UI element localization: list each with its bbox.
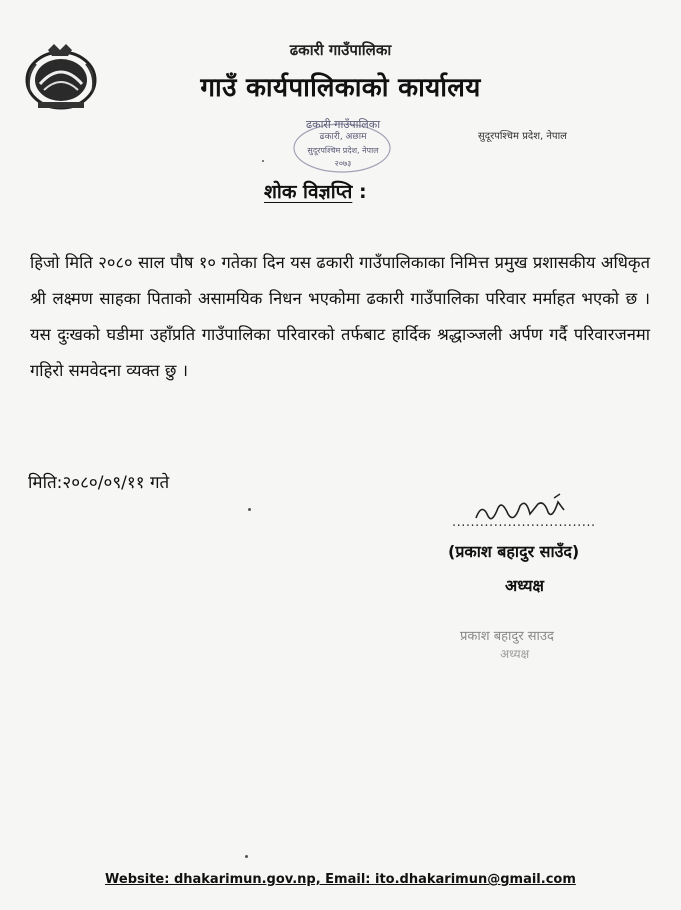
footer-contact: Website: dhakarimun.gov.np, Email: ito.dhakarimun@gmail.com xyxy=(105,872,576,887)
stamp-line: सुदूरपश्चिम प्रदेश, नेपाल xyxy=(307,146,379,155)
stamp-line: २०७३ xyxy=(334,159,352,168)
signatory-title: अध्यक्ष xyxy=(505,576,544,595)
notice-date: मिति:२०८०/०९/११ गते xyxy=(28,473,170,493)
paper-speck xyxy=(248,508,251,511)
notice-body: हिजो मिति २०८० साल पौष १० गतेका दिन यस ढकारी गाउँपालिकाका निमित्त प्रमुख प्रशासकीय अधिकृत श्री लक्ष्मण साहका पिताको असामयिक निधन भएकोमा ढकारी गाउँपालिका परिवार मर्माहत भएको छ । यस दुःखको घडीमा उहाँप्रति गाउँपालिका परिवारको तर्फबाट हार्दिक श्रद्धाञ्जली अर्पण गर्दै परिवारजनमा गहिरो समवेदना व्यक्त छु । xyxy=(30,253,650,380)
title-stamp: अध्यक्ष xyxy=(500,647,530,661)
name-stamp: प्रकाश बहादुर साउद xyxy=(460,629,554,644)
paper-speck xyxy=(262,160,264,162)
stamp-line: ढकारी, अछाम xyxy=(319,132,367,142)
official-stamp-text xyxy=(288,118,398,170)
office-title: गाउँ कार्यपालिकाको कार्यालय xyxy=(200,73,481,103)
notice-heading-colon: : xyxy=(358,181,367,203)
signature-line: ............................... xyxy=(452,515,596,530)
stamp-line: ढकारी गाउँपालिका xyxy=(305,118,381,131)
notice-heading xyxy=(264,178,367,204)
municipality-name: ढकारी गाउँपालिका xyxy=(289,41,392,59)
notice-heading-text: शोक विज्ञप्ति xyxy=(264,181,353,203)
signatory-name: (प्रकाश बहादुर साउँद) xyxy=(448,542,580,561)
paper-speck xyxy=(245,855,248,858)
province-label: सुदूरपश्चिम प्रदेश, नेपाल xyxy=(478,131,567,142)
